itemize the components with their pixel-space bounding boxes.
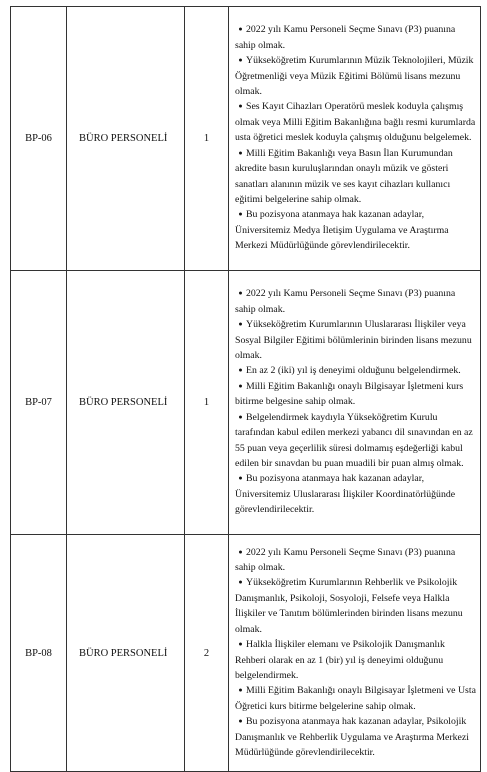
- bullet-icon: ●: [238, 474, 243, 483]
- position-count: 2: [185, 535, 229, 772]
- requirements-cell: [229, 535, 481, 772]
- positions-table: [10, 6, 481, 772]
- bullet-icon: ●: [238, 102, 243, 111]
- requirement-item: ● Yükseköğretim Kurumlarının Müzik Teknolojileri, Müzik Öğretmenliği veya Müzik Eğitimi Bölümü lisans mezunu olmak.: [235, 55, 474, 98]
- requirement-item: ● Belgelendirmek kaydıyla Yükseköğretim Kurulu tarafından kabul edilen merkezi yabancı dil sınavından en az 55 puan veya geçerlilik süresi dolmamış eşdeğerliği kabul edilen bir sınavdan bu puan muadili bir puan almış olmak.: [235, 411, 473, 469]
- position-count: 1: [185, 7, 229, 271]
- bullet-icon: ●: [238, 578, 243, 587]
- table-row: [11, 7, 481, 271]
- requirement-item: ● 2022 yılı Kamu Personeli Seçme Sınavı (P3) puanına sahip olmak.: [235, 288, 456, 315]
- bullet-icon: ●: [238, 686, 243, 695]
- position-code: BP-07: [11, 271, 67, 535]
- bullet-icon: ●: [238, 210, 243, 219]
- bullet-icon: ●: [238, 640, 243, 649]
- requirement-item: ● 2022 yılı Kamu Personeli Seçme Sınavı (P3) puanına sahip olmak.: [235, 24, 456, 51]
- bullet-icon: ●: [238, 381, 243, 390]
- table-row: [11, 535, 481, 772]
- requirement-item: ● 2022 yılı Kamu Personeli Seçme Sınavı (P3) puanına sahip olmak.: [235, 546, 456, 574]
- requirement-item: ● En az 2 (iki) yıl iş deneyimi olduğunu belgelendirmek.: [235, 363, 476, 378]
- requirement-item: ● Bu pozisyona atanmaya hak kazanan adaylar, Üniversitemiz Medya İletişim Uygulama ve Araştırma Merkezi Müdürlüğünde görevlendirilecektir.: [235, 209, 449, 252]
- position-title: BÜRO PERSONELİ: [67, 535, 185, 772]
- requirement-item: ● Halkla İlişkiler elemanı ve Psikolojik Danışmanlık Rehberi olarak en az 1 (bir) yıl iş deneyimi olduğunu belgelendirmek.: [235, 639, 445, 681]
- position-count: 1: [185, 271, 229, 535]
- bullet-icon: ●: [238, 547, 243, 556]
- requirement-item: ● Milli Eğitim Bakanlığı onaylı Bilgisayar İşletmeni ve Usta Öğretici kurs bitirme belgelerine sahip olmak.: [235, 685, 476, 712]
- requirement-item: ● Milli Eğitim Bakanlığı veya Basın İlan Kurumundan akredite basın kuruluşlarından onaylı müzik ve gösteri sanatları alanının müzik ve ses kayıt cihazları kullanıcı eğitimi belgelerine sahip olmak.: [235, 147, 453, 205]
- bullet-icon: ●: [238, 56, 243, 65]
- requirement-item: ● Ses Kayıt Cihazları Operatörü meslek koduyla çalışmış olmak veya Milli Eğitim Bakanlığına bağlı resmi kurumlarda usta öğretici meslek koduyla çalışmış olduğunu belgelemek.: [235, 101, 476, 144]
- bullet-icon: ●: [238, 320, 243, 329]
- requirement-item: ● Yükseköğretim Kurumlarının Uluslararası İlişkiler veya Sosyal Bilgiler Eğitimi bölümlerinin birinden lisans mezunu olmak.: [235, 319, 472, 362]
- bullet-icon: ●: [238, 148, 243, 157]
- requirements-cell: [229, 7, 481, 271]
- table-row: [11, 271, 481, 535]
- position-code: BP-06: [11, 7, 67, 271]
- requirement-item: ● Yükseköğretim Kurumlarının Rehberlik ve Psikolojik Danışmanlık, Psikoloji, Sosyoloji, Felsefe veya Halkla İlişkiler ve Tanıtım bölümlerinden birinden lisans mezunu olmak.: [235, 577, 463, 635]
- requirement-item: ● Milli Eğitim Bakanlığı onaylı Bilgisayar İşletmeni kurs bitirme belgesine sahip olmak.: [235, 380, 464, 408]
- requirements-cell: [229, 271, 481, 535]
- bullet-icon: ●: [238, 717, 243, 726]
- requirement-item: ● Bu pozisyona atanmaya hak kazanan adaylar, Üniversitemiz Uluslararası İlişkiler Koordinatörlüğünde görevlendirilecektir.: [235, 473, 456, 516]
- bullet-icon: ●: [238, 366, 243, 375]
- requirement-item: ● Bu pozisyona atanmaya hak kazanan adaylar, Psikolojik Danışmanlık ve Rehberlik Uygulama ve Araştırma Merkezi Müdürlüğünde görevlendirilecektir.: [235, 716, 469, 758]
- position-title: BÜRO PERSONELİ: [67, 7, 185, 271]
- bullet-icon: ●: [238, 25, 243, 34]
- bullet-icon: ●: [238, 289, 243, 298]
- position-code: BP-08: [11, 535, 67, 772]
- position-title: BÜRO PERSONELİ: [67, 271, 185, 535]
- bullet-icon: ●: [238, 412, 243, 421]
